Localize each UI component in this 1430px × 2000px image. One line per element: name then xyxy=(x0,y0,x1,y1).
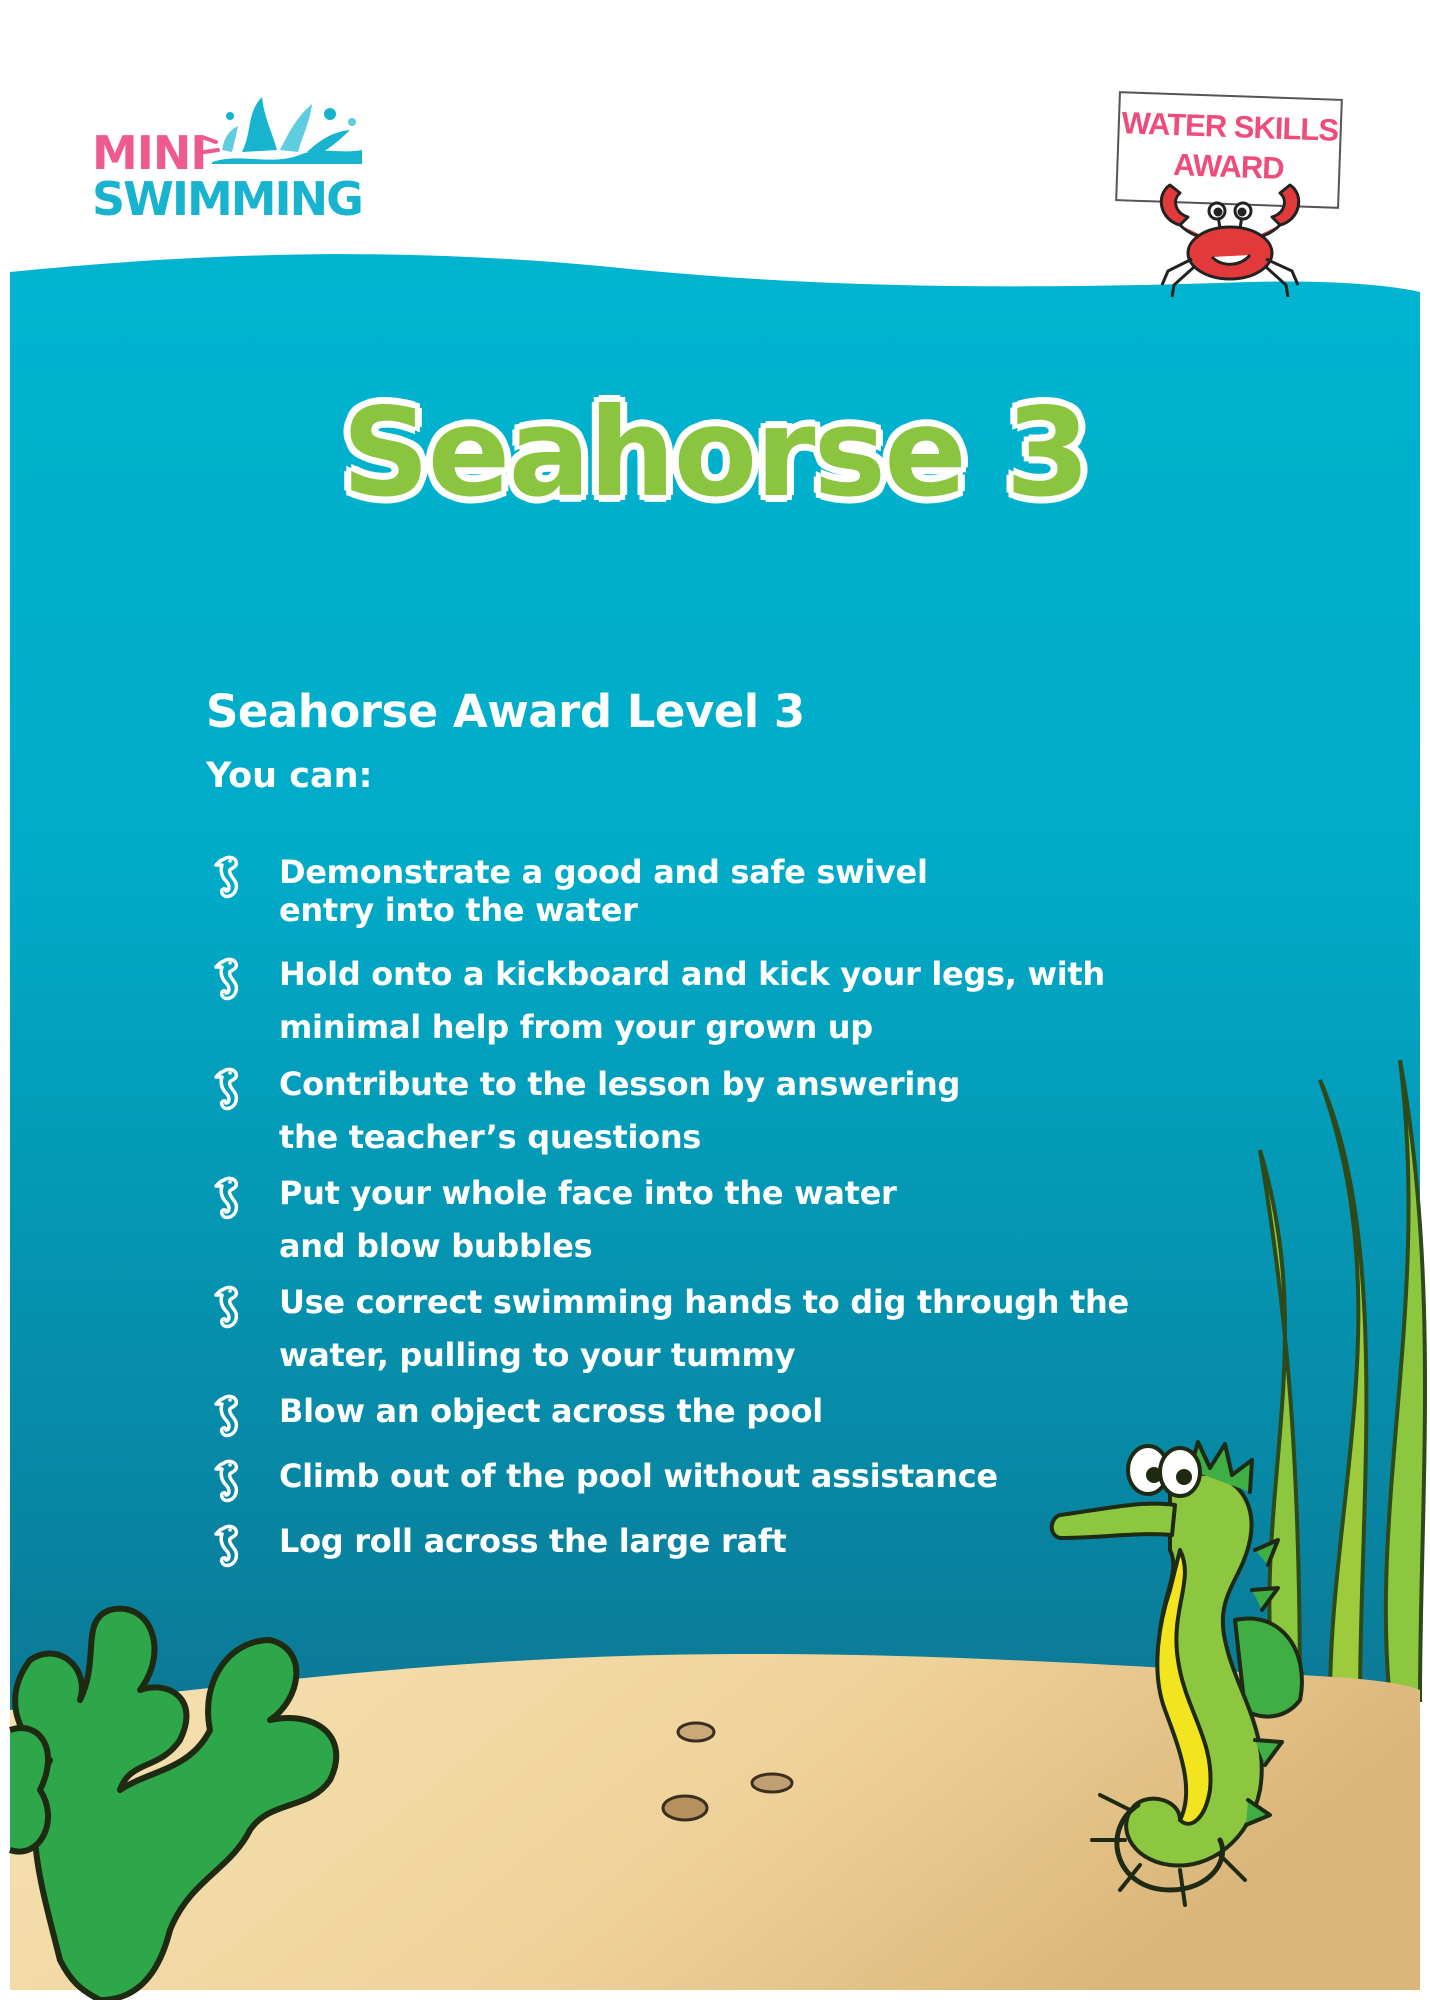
seahorse-bullet-icon xyxy=(210,855,244,905)
seahorse-bullet-icon xyxy=(210,1459,244,1509)
seahorse-character-icon xyxy=(1020,1420,1340,1980)
skill-text-line-1: Use correct swimming hands to dig through the xyxy=(279,1283,1129,1321)
skill-text-line-2: water, pulling to your tummy xyxy=(279,1336,796,1374)
award-heading: Seahorse Award Level 3 xyxy=(206,685,805,738)
splash-icon xyxy=(202,92,382,172)
skill-text-line-1: Contribute to the lesson by answering xyxy=(279,1065,961,1103)
logo-swimming-text: SWIMMING xyxy=(92,172,362,226)
badge-line-1: WATER SKILLS xyxy=(1121,105,1339,148)
skill-text-line-1: Log roll across the large raft xyxy=(279,1522,787,1560)
seahorse-bullet-icon xyxy=(210,957,244,1007)
skill-text-line-1: Put your whole face into the water xyxy=(279,1174,897,1212)
seahorse-bullet-icon xyxy=(210,1285,244,1335)
seahorse-bullet-icon xyxy=(210,1524,244,1574)
page-title: Seahorse 3 xyxy=(341,382,1089,524)
skill-text-line-2: and blow bubbles xyxy=(279,1227,593,1265)
skill-text-line-1: Blow an object across the pool xyxy=(279,1392,823,1430)
mini-swimming-logo xyxy=(92,92,412,232)
skill-text-line-2: the teacher’s questions xyxy=(279,1118,702,1156)
badge-line-2: AWARD xyxy=(1172,147,1285,186)
skill-text-line-2: entry into the water xyxy=(279,891,638,929)
skill-text-line-1: Hold onto a kickboard and kick your legs, with xyxy=(279,955,1105,993)
you-can-label: You can: xyxy=(206,756,373,796)
skill-text-line-1: Climb out of the pool without assistance xyxy=(279,1457,998,1495)
seahorse-bullet-icon xyxy=(210,1394,244,1444)
skill-text-line-2: minimal help from your grown up xyxy=(279,1008,873,1046)
seahorse-bullet-icon xyxy=(210,1067,244,1117)
seahorse-bullet-icon xyxy=(210,1176,244,1226)
skill-text-line-1: Demonstrate a good and safe swivel xyxy=(279,853,928,891)
crab-icon xyxy=(1150,175,1310,305)
logo-mini-text: MINI xyxy=(92,126,207,180)
